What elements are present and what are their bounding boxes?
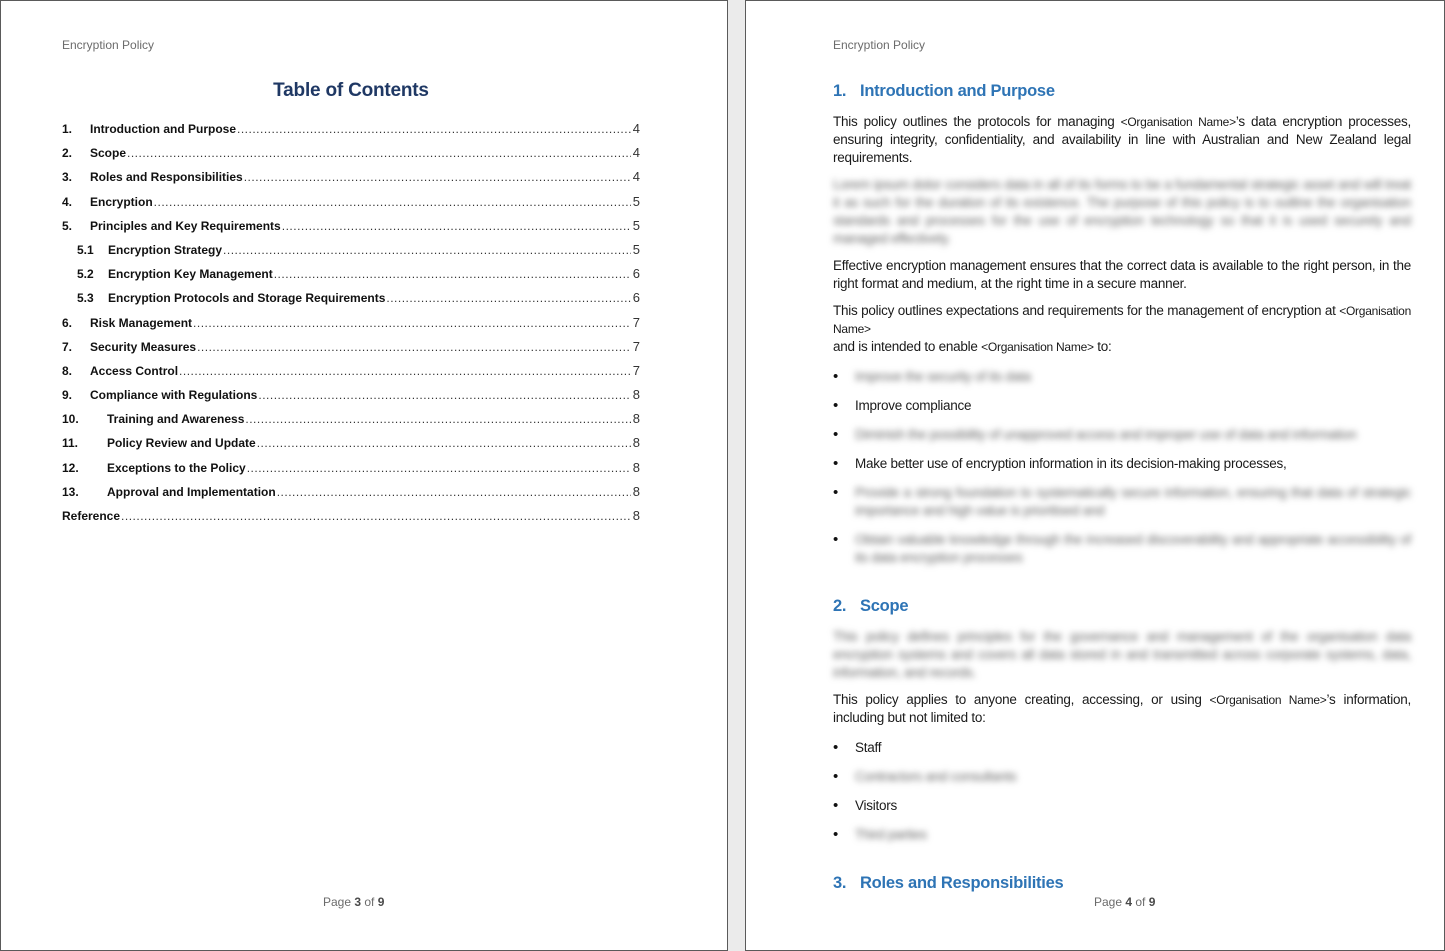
toc-dot-leader [223,242,631,259]
toc-entry-page: 8 [632,459,640,475]
toc-entry-label: Training and Awareness [107,412,245,427]
toc-entry-page: 5 [632,241,640,257]
footer-total-pages: 9 [377,895,385,909]
toc-dot-leader [245,411,630,428]
toc-dot-leader [274,266,631,283]
list-item: • Make better use of encryption information in its decision-making processes, [833,455,1411,473]
toc-entry-page: 4 [632,121,640,136]
org-placeholder: <Organisation Name> [1120,115,1236,129]
toc-entry-number: 5.2 [77,267,94,282]
footer-of: of [1132,895,1149,909]
toc-entry-number: 5. [62,218,73,233]
toc-entry-label: Policy Review and Update [107,436,256,451]
section-number: 2. [833,597,847,615]
toc-entry-page: 4 [632,169,640,185]
page-footer [1094,895,1155,909]
toc-entry-label: Exceptions to the Policy [107,460,246,475]
toc-entry[interactable] [62,168,640,192]
toc-entry-page: 8 [632,435,640,451]
toc-dot-leader [257,435,631,452]
table-of-contents [62,120,640,531]
toc-entry-label: Approval and Implementation [107,484,276,499]
page-footer [323,895,384,909]
toc-entry-page: 8 [632,483,640,499]
toc-dot-leader [386,290,630,307]
list-item: • Improve the security of its data [833,368,1411,386]
toc-entry-number: 6. [62,315,73,330]
toc-entry[interactable] [62,338,640,362]
toc-entry-number: 1. [62,122,73,136]
text-run: and is intended to enable [833,339,982,354]
footer-current-page: 3 [354,895,362,909]
list-item: • Provide a strong foundation to systematically secure information, ensuring that data of strategic importance and high value is prioritised and [833,484,1411,520]
toc-entry-label: Reference [62,509,121,523]
toc-entry-number: 13. [62,484,79,499]
text-run: ’s information, including but not limited to: [833,692,1411,725]
toc-entry-page: 7 [632,338,640,354]
toc-entry-page: 5 [632,193,640,209]
toc-entry-label: Roles and Responsibilities [90,170,243,185]
running-header: Encryption Policy [62,38,155,52]
toc-dot-leader [244,169,631,186]
toc-entry-number: 2. [62,146,73,161]
text-run: to: [1093,339,1112,354]
toc-entry-label: Encryption Protocols and Storage Requirements [108,291,386,306]
toc-entry-label: Encryption Key Management [108,267,273,282]
footer-current-page: 4 [1125,895,1133,909]
toc-entry[interactable] [62,507,640,531]
toc-dot-leader [258,387,630,404]
section-title: Roles and Responsibilities [860,874,1064,892]
toc-entry-page: 7 [632,314,640,330]
toc-entry-number: 3. [62,170,73,185]
list-item: • Diminish the possibility of unapproved access and improper use of data and information [833,426,1411,444]
section-heading-roles [833,871,1411,895]
toc-entry-label: Access Control [90,363,179,378]
section-heading-scope [833,594,1411,618]
page-4 [745,0,1445,951]
toc-entry-label: Introduction and Purpose [90,122,236,136]
org-placeholder: <Organisation Name> [1209,693,1327,707]
text-run: This policy outlines expectations and requirements for the management of encryption at [833,303,1340,318]
toc-entry[interactable] [62,434,640,458]
toc-dot-leader [154,194,631,211]
footer-prefix: Page [1094,895,1126,909]
text-run: ’s data encryption processes, ensuring integrity, confidentiality, and availability in line with Australian and New Zealand legal requirements. [833,114,1411,165]
section-title: Introduction and Purpose [860,82,1055,100]
page-content [833,79,1411,895]
effective-management-paragraph: Effective encryption management ensures that the correct data is available to the right person, in the right format and medium, at the right time in a secure manner. [833,258,1411,291]
toc-dot-leader [237,121,631,138]
expectations-paragraph [833,302,1411,356]
toc-entry-page: 5 [632,217,640,233]
toc-dot-leader [247,460,631,477]
toc-entry-number: 8. [62,363,73,378]
toc-entry-page: 6 [632,266,640,282]
list-item: • Third parties [833,826,1411,844]
toc-entry-number: 5.3 [77,291,94,306]
redacted-paragraph: Lorem ipsum dolor considers data in all of its forms to be a fundamental strategic asset and will treat it as such for the duration of its existence. The purpose of this policy is to outline the organisation standards and processes for the use of encryption technology so that it is used securely and managed effectively. [833,177,1411,246]
toc-entry[interactable] [62,144,640,168]
toc-entry-page: 8 [632,508,640,523]
running-header: Encryption Policy [833,38,926,52]
section-title: Scope [860,597,909,615]
toc-entry-label: Risk Management [90,315,193,330]
org-placeholder: <Organisation Name> [833,304,1411,336]
text-run: This policy outlines the protocols for managing [833,114,1121,129]
toc-entry-number: 10. [62,412,79,427]
toc-entry[interactable] [62,217,640,241]
toc-dot-leader [179,363,631,380]
applies-paragraph [833,691,1411,727]
toc-entry[interactable] [62,241,640,265]
toc-entry[interactable] [62,193,640,217]
footer-prefix: Page [323,895,355,909]
objectives-list [833,368,1411,567]
footer-of: of [361,895,378,909]
toc-entry[interactable] [62,314,640,338]
redacted-paragraph: This policy defines principles for the governance and management of the organisation data encryption systems and covers all data stored in and transmitted across corporate systems, data, information, and records. [833,629,1411,680]
footer-total-pages: 9 [1148,895,1156,909]
toc-entry[interactable] [62,265,640,289]
toc-dot-leader [127,145,631,162]
toc-entry[interactable] [62,362,640,386]
toc-dot-leader [282,218,631,235]
toc-entry[interactable] [62,289,640,313]
section-number: 3. [833,874,847,892]
toc-entry-label: Compliance with Regulations [90,388,258,403]
list-item: • Visitors [833,797,1411,815]
toc-title: Table of Contents [273,80,429,101]
toc-dot-leader [277,484,631,501]
org-placeholder: <Organisation Name> [981,340,1094,354]
toc-entry-number: 7. [62,339,73,354]
toc-dot-leader [121,508,631,525]
toc-entry-number: 5.1 [77,242,94,257]
section-heading-introduction [833,79,1411,103]
section-number: 1. [833,82,847,100]
toc-entry-label: Encryption [90,194,153,209]
toc-entry-label: Security Measures [90,339,197,354]
toc-entry-label: Principles and Key Requirements [90,218,281,233]
toc-entry-number: 4. [62,194,73,209]
toc-entry-page: 8 [632,411,640,427]
text-run: This policy applies to anyone creating, accessing, or using [833,692,1210,707]
toc-dot-leader [197,339,631,356]
toc-entry[interactable] [62,483,640,507]
toc-entry-page: 4 [632,145,640,161]
toc-entry[interactable] [62,410,640,434]
list-item: • Contractors and consultants [833,768,1411,786]
toc-dot-leader [193,315,631,332]
toc-entry-number: 11. [62,436,79,451]
toc-entry-label: Encryption Strategy [108,242,223,257]
toc-entry[interactable] [62,120,640,144]
list-item: • Obtain valuable knowledge through the increased discoverability and appropriate accessibility of its data encryption processes [833,531,1411,567]
toc-entry[interactable] [62,459,640,483]
scope-list [833,739,1411,844]
list-item: • Improve compliance [833,397,1411,415]
toc-entry-number: 9. [62,388,73,403]
toc-entry-label: Scope [90,146,127,161]
toc-entry-page: 6 [632,290,640,306]
toc-entry[interactable] [62,386,640,410]
intro-paragraph [833,113,1411,167]
list-item: • Staff [833,739,1411,757]
toc-entry-page: 8 [632,387,640,403]
toc-entry-number: 12. [62,460,79,475]
toc-entry-page: 7 [632,362,640,378]
